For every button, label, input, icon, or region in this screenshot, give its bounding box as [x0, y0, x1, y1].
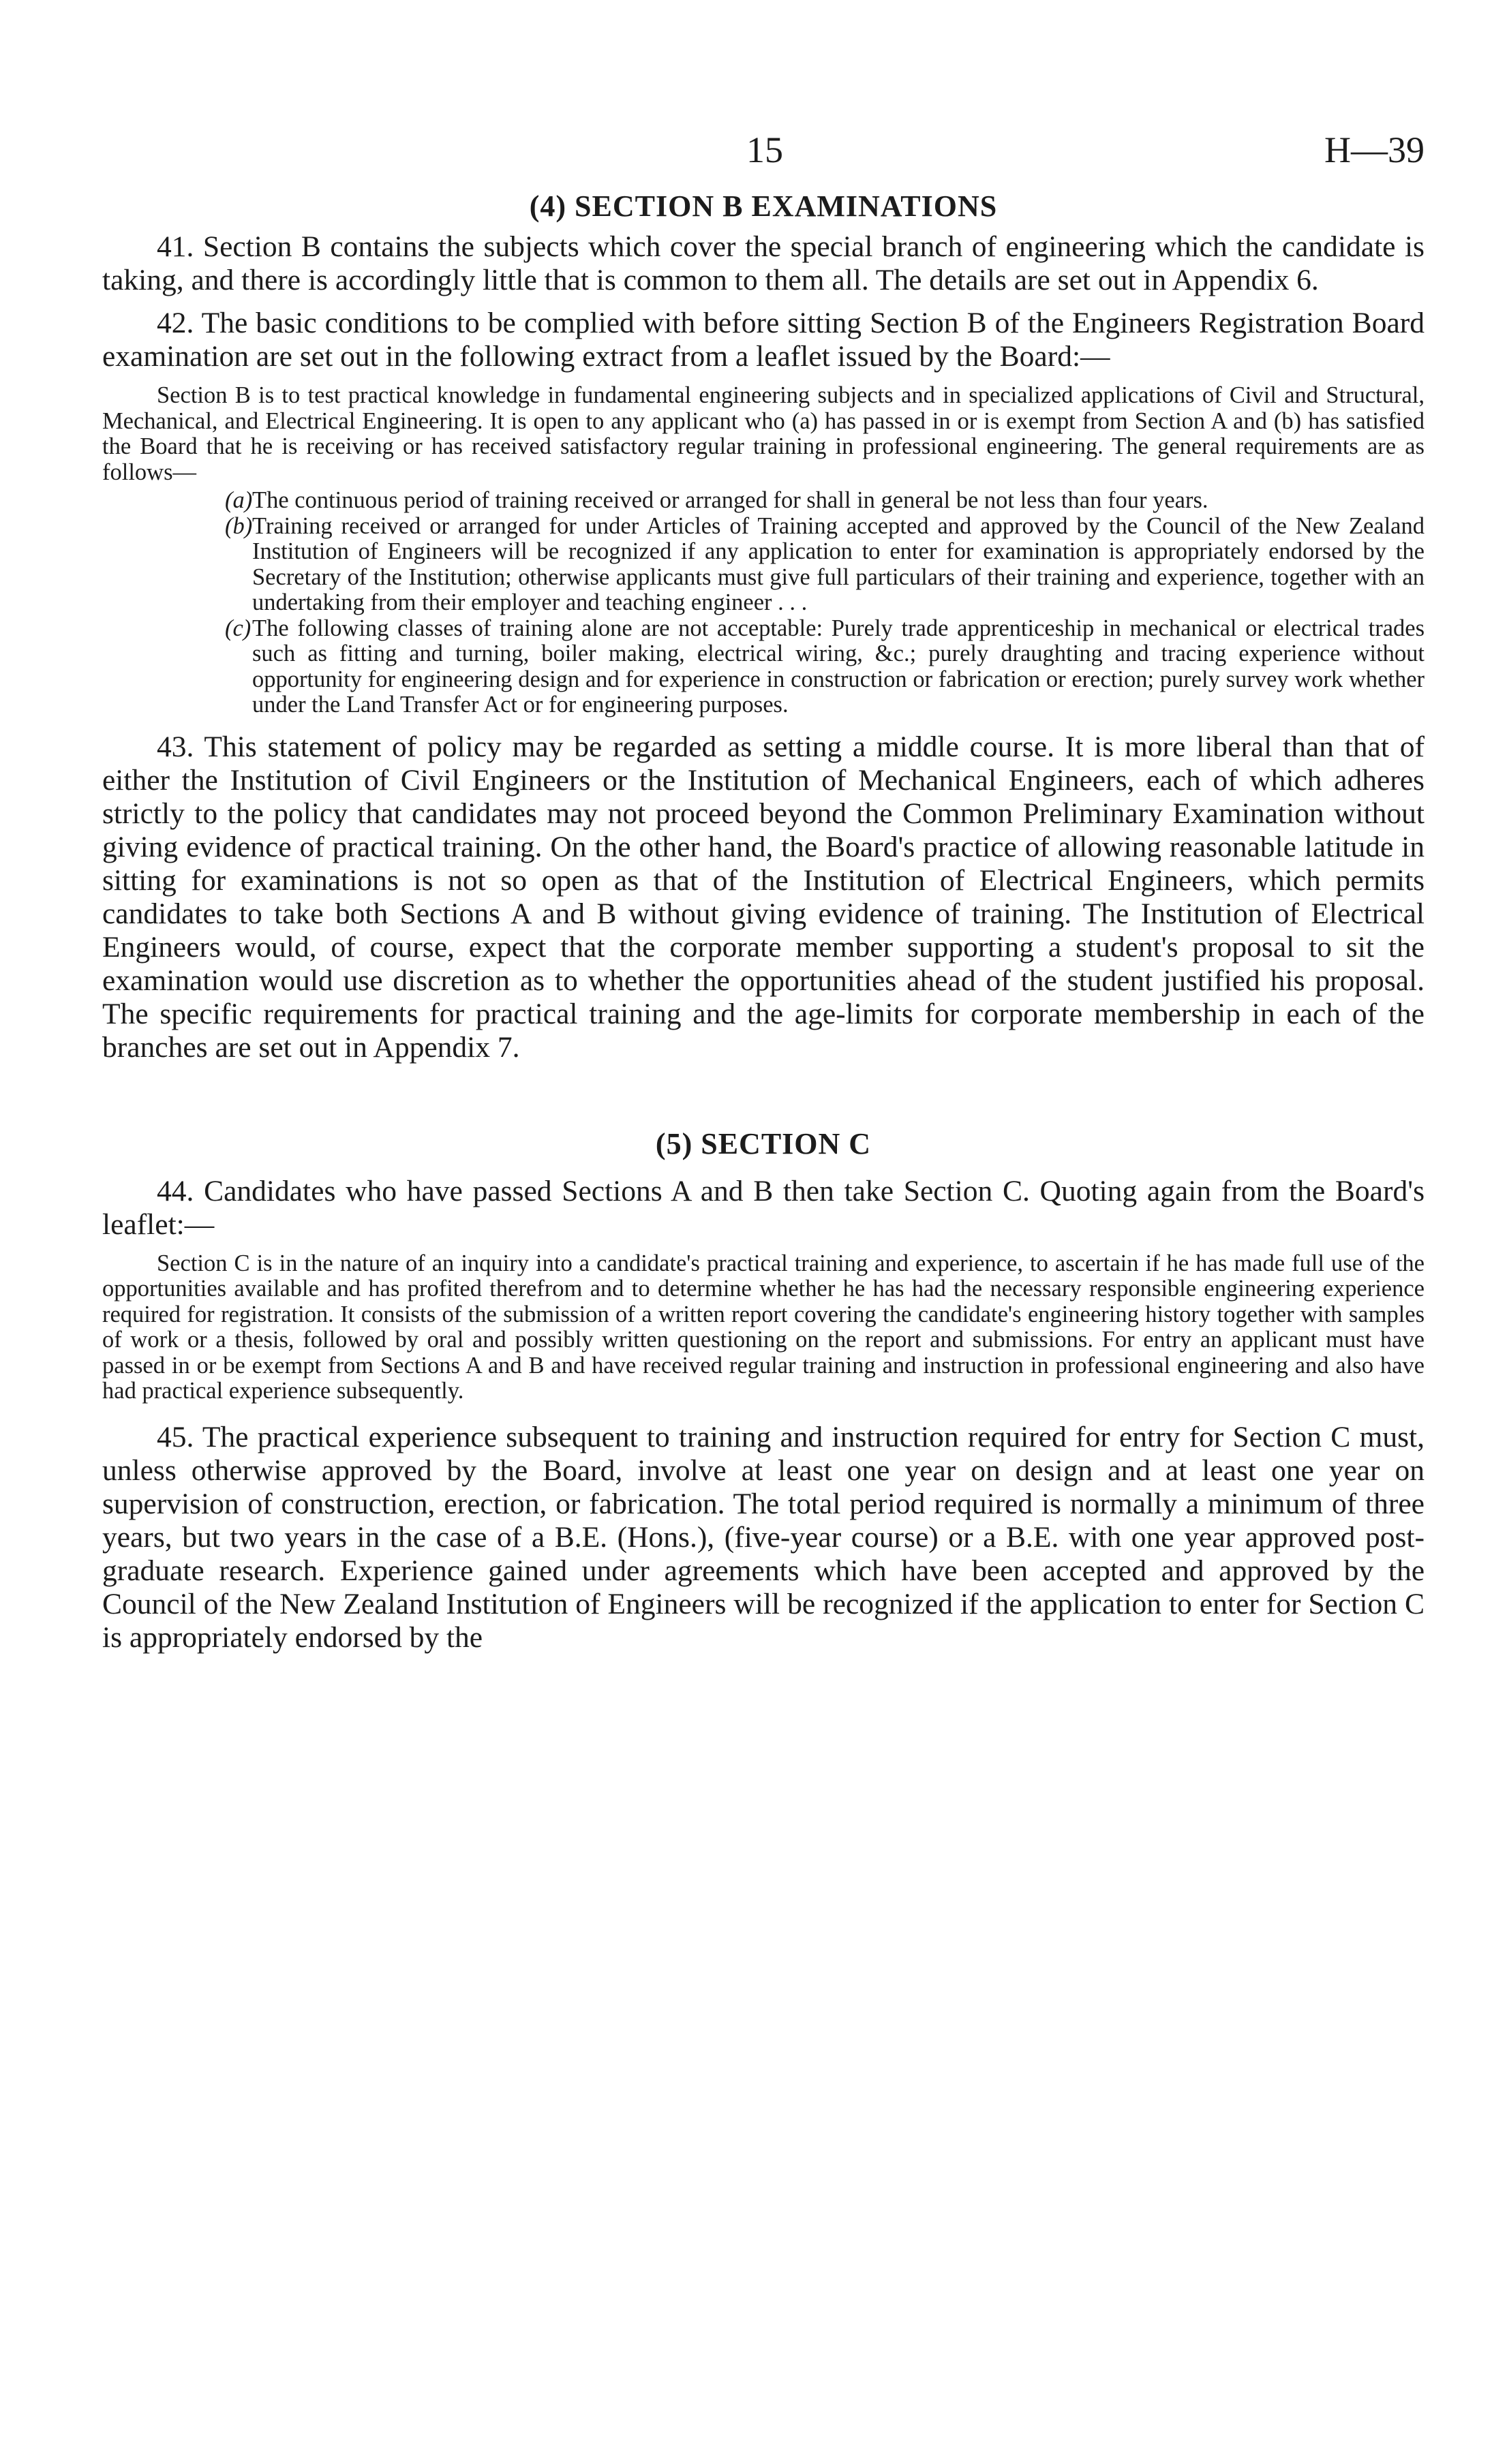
- paragraph-42: 42. The basic conditions to be complied with before sitting Section B of the Engineers Registration Board examination are set out in the following extract from a leaflet issued by the Board:—: [102, 307, 1425, 373]
- paragraph-43: 43. This statement of policy may be regarded as setting a middle course. It is more liberal than that of either the Institution of Civil Engineers or the Institution of Mechanical Engineers, each of which adheres strictly to the policy that candidates may not proceed beyond the Common Preliminary Examination without giving evidence of practical training. On the other hand, the Board's practice of allowing reasonable latitude in sitting for examinations is not so open as that of the Institution of Electrical Engineers, which permits candidates to take both Sections A and B without giving evidence of training. The Institution of Electrical Engineers would, of course, expect that the corporate member supporting a student's proposal to sit the examination would use discretion as to whether the opportunities ahead of the student justified his proposal. The specific requirements for practical training and the age-limits for corporate membership in each of the branches are set out in Appendix 7.: [102, 730, 1425, 1064]
- paragraph-44: 44. Candidates who have passed Sections A and B then take Section C. Quoting again from the Board's leaflet:—: [102, 1174, 1425, 1241]
- requirement-marker: (a): [225, 487, 253, 513]
- paragraph-45: 45. The practical experience subsequent to training and instruction required for entry for Section C must, unless otherwise approved by the Board, involve at least one year on design and at least one year on supervision of construction, erection, or fabrication. The total period required is normally a minimum of three years, but two years in the case of a B.E. (Hons.), (five-year course) or a B.E. with one year approved post-graduate research. Experience gained under agreements which have been accepted and approved by the Council of the New Zealand Institution of Engineers will be recognized if the application to enter for Section C is appropriately endorsed by the: [102, 1420, 1425, 1654]
- page-number: 15: [746, 129, 783, 170]
- page-header: [102, 129, 1425, 184]
- paragraph-41: 41. Section B contains the subjects which cover the special branch of engineering which the candidate is taking, and there is accordingly little that is common to them all. The details are set out in Appendix 6.: [102, 230, 1425, 296]
- requirement-text: The continuous period of training received or arranged for shall in general be not less than four years.: [252, 487, 1208, 513]
- requirement-item: [102, 488, 1425, 514]
- document-page: [102, 129, 1425, 1664]
- report-code: H—39: [1324, 129, 1425, 170]
- section-b-heading: (4) SECTION B EXAMINATIONS: [529, 189, 998, 223]
- requirement-item: [102, 514, 1425, 616]
- requirement-item: [102, 616, 1425, 718]
- requirement-marker: (b): [225, 512, 253, 539]
- section-c-heading: (5) SECTION C: [655, 1126, 872, 1160]
- section-b-requirements-list: [102, 488, 1425, 718]
- section-c-quote: Section C is in the nature of an inquiry into a candidate's practical training and experience, to ascertain if he has made full use of the opportunities available and has profited therefrom and to determine whether he has had the necessary responsible engineering experience required for registration. It consists of the submission of a written report covering the candidate's engineering history together with samples of work or a thesis, followed by oral and possibly written questioning on the report and submissions. For entry an applicant must have passed in or be exempt from Sections A and B and have received regular training and instruction in professional engineering and also have had practical experience subsequently.: [102, 1250, 1425, 1404]
- requirement-marker: (c): [225, 615, 252, 641]
- section-b-quote-intro: Section B is to test practical knowledge in fundamental engineering subjects and in specialized applications of Civil and Structural, Mechanical, and Electrical Engineering. It is open to any applicant who (a) has passed in or is exempt from Section A and (b) has satisfied the Board that he is receiving or has received satisfactory regular training in professional engineering. The general requirements are as follows—: [102, 382, 1425, 485]
- requirement-text: Training received or arranged for under Articles of Training accepted and approved by the Council of the New Zealand Institution of Engineers will be recognized if any application to enter for examination is appropriately endorsed by the Secretary of the Institution; otherwise applicants must give full particulars of their training and experience, together with an undertaking from their employer and teaching engineer . . .: [252, 512, 1425, 615]
- requirement-text: The following classes of training alone are not acceptable: Purely trade apprenticeship in mechanical or electrical trades such as fitting and turning, boiler making, electrical wiring, &c.; purely draughting and tracing experience without opportunity for engineering design and for experience in construction or fabrication or erection; purely survey work whether under the Land Transfer Act or for engineering purposes.: [252, 615, 1425, 718]
